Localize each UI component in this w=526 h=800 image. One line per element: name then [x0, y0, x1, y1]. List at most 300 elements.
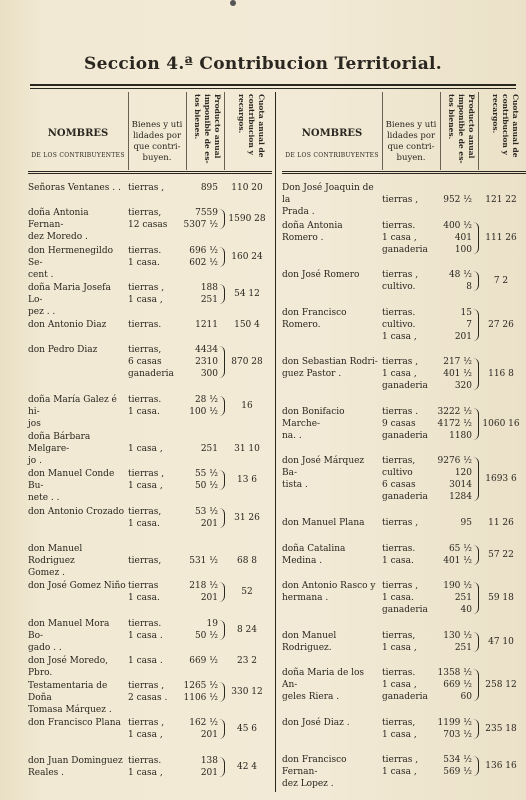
annual-product-value: 8 — [466, 282, 472, 293]
annual-product-value: 401 ½ — [443, 555, 472, 566]
table-row — [282, 307, 526, 343]
property-type — [128, 282, 178, 306]
property-type-line: cultivo. — [382, 319, 416, 330]
property-type — [382, 543, 432, 567]
table-row — [282, 543, 526, 567]
contributor-name — [282, 630, 380, 654]
property-type-line: ganaderia — [382, 492, 428, 503]
annual-product-value: 218 ½ — [189, 581, 218, 592]
contributor-name — [282, 455, 380, 491]
header-names: NOMBRES — [47, 128, 109, 139]
header-bienes-line: Bienes y uti — [385, 120, 437, 130]
contributor-name — [282, 517, 380, 529]
property-type-line: tierras. — [128, 618, 162, 629]
contributor-name — [28, 394, 126, 430]
property-type — [382, 269, 432, 293]
header-bienes-line: buyen. — [142, 153, 172, 163]
contributor-name-line: don Francisco Fernan- — [282, 755, 347, 778]
header-names: NOMBRES — [301, 128, 363, 139]
annual-product-value: 534 ½ — [443, 755, 472, 766]
header-bienes-line: lidades por — [132, 131, 182, 141]
property-type-line: 1 casa , — [382, 767, 417, 778]
ink-dot — [230, 0, 236, 6]
annual-product-value: 4172 ½ — [437, 418, 472, 429]
table-row — [28, 755, 272, 779]
annual-product-value: 401 — [454, 232, 472, 243]
property-type-line: tierras. — [382, 307, 416, 318]
annual-quota: 11 26 — [488, 518, 514, 528]
contributor-name-line: don José Gomez Niño — [28, 581, 126, 592]
table-header — [28, 92, 272, 170]
annual-product — [432, 667, 472, 703]
annual-product-value: 40 — [460, 605, 472, 616]
property-type-line: tierras , — [128, 282, 165, 293]
property-type — [382, 406, 432, 442]
contributor-name-line: hermana . — [282, 593, 329, 604]
contributor-name-line: doña Maria de los An- — [282, 668, 365, 691]
annual-product-value: 48 ½ — [448, 270, 472, 281]
annual-product — [432, 220, 472, 256]
page-title: Seccion 4.ª Contribucion Territorial. — [84, 54, 442, 74]
annual-quota: 57 22 — [488, 549, 514, 560]
contributor-name — [28, 282, 126, 318]
property-type-line: tierras, — [382, 717, 416, 728]
header-producto-text — [446, 94, 476, 164]
contributor-name-line: jos — [28, 418, 41, 429]
table-row — [282, 269, 526, 293]
header-bienes — [382, 120, 440, 164]
header-rule-thin — [28, 173, 272, 174]
property-type — [128, 717, 178, 741]
contributor-name — [28, 319, 126, 331]
annual-quota: 47 10 — [488, 636, 514, 647]
annual-product-value: 3014 — [449, 480, 472, 491]
property-type-line: tierras, — [382, 456, 416, 467]
table-row — [28, 506, 272, 530]
contributor-name — [282, 667, 380, 703]
table-row — [282, 356, 526, 392]
property-type — [128, 680, 178, 704]
annual-product — [178, 555, 218, 567]
header-cuota-line: recargos. — [491, 94, 500, 134]
annual-quota: 42 4 — [236, 761, 258, 772]
contributor-name-line: don Manuel Plana — [282, 518, 365, 528]
table-row — [28, 717, 272, 741]
annual-product-value: 2310 — [195, 357, 218, 368]
property-type-line: ganaderia — [382, 692, 428, 703]
annual-product — [178, 319, 218, 331]
annual-quota: 110 20 — [231, 183, 263, 193]
contributor-name-line: don José Diaz . — [282, 717, 350, 728]
property-type-line: 6 casas — [382, 480, 416, 491]
property-type-line: 1 casa. — [128, 593, 160, 604]
table-row — [28, 618, 272, 653]
property-type — [382, 754, 432, 778]
annual-quota: 31 26 — [234, 512, 260, 523]
contributor-name-line: don José Romero — [282, 270, 360, 281]
header-producto — [442, 94, 476, 170]
property-type-line: tierras , — [382, 581, 419, 592]
annual-product-value: 401 ½ — [443, 369, 472, 380]
header-bienes-line: lidades por — [386, 131, 436, 141]
annual-quota: 121 22 — [485, 195, 517, 205]
contributor-name-line: don Francisco Plana — [28, 718, 121, 729]
annual-quota: 111 26 — [485, 232, 517, 243]
annual-quota: 160 24 — [231, 251, 263, 262]
annual-product — [178, 182, 218, 194]
annual-product-value: 251 — [200, 444, 218, 455]
annual-product-value: 100 ½ — [189, 406, 218, 417]
table-row — [28, 580, 272, 604]
property-type-line: 1 casa. — [382, 593, 414, 604]
annual-product — [432, 269, 472, 293]
header-rule — [282, 171, 526, 172]
annual-product-value: 201 — [200, 593, 218, 604]
annual-product — [178, 443, 218, 455]
header-producto-line: Producto anual — [467, 94, 476, 159]
property-type — [128, 443, 178, 455]
contributor-name — [282, 182, 380, 218]
annual-product-value: 4434 — [195, 345, 218, 356]
table-row — [28, 680, 272, 716]
header-producto-line: Producto anual — [213, 94, 222, 159]
contributor-name-line: tista . — [282, 480, 308, 491]
property-type — [128, 555, 178, 567]
contributor-name-line: Reales . — [28, 767, 65, 778]
annual-product — [178, 207, 218, 231]
right-table — [282, 92, 526, 792]
annual-product — [178, 344, 218, 380]
table-row — [28, 468, 272, 504]
property-type-line: 9 casas — [382, 418, 416, 429]
contributor-name — [282, 356, 380, 380]
annual-product — [432, 717, 472, 741]
annual-product-value: 15 — [460, 307, 472, 318]
contributor-name-line: don José Márquez Ba- — [282, 456, 365, 479]
contributor-name — [28, 468, 126, 504]
contributor-name-line: Gomez . — [28, 567, 65, 578]
property-type-line: tierras. — [128, 394, 162, 405]
annual-product-value: 1199 ½ — [437, 717, 472, 728]
annual-product — [178, 580, 218, 604]
property-type-line: tierras, — [128, 555, 162, 566]
property-type — [128, 245, 178, 269]
property-type — [382, 630, 432, 654]
annual-product — [178, 680, 218, 704]
property-type-line: ganaderia — [128, 369, 174, 380]
annual-product — [178, 655, 218, 667]
contributor-name-line: don José Moredo, Pbro. — [28, 655, 108, 678]
annual-product-value: 50 ½ — [194, 481, 218, 492]
contributor-name — [282, 220, 380, 244]
property-type-line: ganaderia — [382, 430, 428, 441]
annual-quota: 31 10 — [234, 444, 260, 455]
annual-product-value: 7 — [466, 319, 472, 330]
property-type-line: 1 casa . — [128, 630, 163, 641]
property-type — [382, 307, 432, 343]
annual-product-value: 400 ½ — [443, 220, 472, 231]
annual-quota: 1590 28 — [228, 214, 266, 225]
annual-product-value: 696 ½ — [189, 245, 218, 256]
annual-product-value: 188 — [200, 282, 218, 293]
annual-product — [432, 630, 472, 654]
property-type-line: tierras, — [128, 345, 162, 356]
annual-product-value: 201 — [454, 331, 472, 342]
header-cuota-line: Cuota anual de — [511, 94, 520, 158]
contributor-name-line: dez Lopez . — [282, 779, 334, 790]
annual-product-value: 569 ½ — [443, 767, 472, 778]
property-type-line: 1 casa , — [382, 331, 417, 342]
annual-product-value: 50 ½ — [194, 630, 218, 641]
table-row — [28, 282, 272, 317]
contributor-name — [282, 754, 380, 790]
property-type — [382, 455, 432, 503]
contributor-name-line: doña Antonia Romero . — [282, 220, 343, 243]
annual-quota: 54 12 — [234, 288, 260, 299]
contributor-name — [282, 269, 380, 281]
contributor-name — [28, 543, 126, 579]
header-separator — [382, 92, 383, 170]
header-names-sub: DE LOS CONTRIBUYENTES — [285, 152, 379, 159]
table-row — [28, 207, 272, 243]
contributor-name-line: na. . — [282, 430, 302, 441]
contributor-name — [28, 717, 126, 729]
property-type-line: tierras, — [128, 506, 162, 517]
table-row — [282, 580, 526, 616]
contributor-name-line: doña Catalina Medina . — [282, 543, 346, 566]
table-row — [282, 667, 526, 703]
annual-quota: 870 28 — [231, 357, 263, 368]
contributor-name-line: don Juan Dominguez — [28, 755, 123, 766]
property-type — [128, 394, 178, 418]
property-type — [382, 580, 432, 616]
contributor-name-line: Don José Joaquin de la — [282, 183, 374, 205]
annual-product-value: 531 ½ — [189, 555, 218, 566]
property-type-line: 1 casa , — [128, 730, 163, 741]
annual-product-value: 1211 — [195, 320, 218, 331]
contributor-name-line: guez Pastor . — [282, 369, 342, 380]
property-type-line: 1 casa , — [382, 642, 417, 653]
title-rule-thin — [30, 88, 516, 89]
contributor-name-line: Señoras Ventanes . . — [28, 183, 121, 193]
header-cuota-line: contribucion y — [247, 94, 256, 155]
property-type-line: 1 casa. — [382, 555, 414, 566]
contributor-name — [28, 245, 126, 281]
header-separator — [478, 92, 479, 170]
table-row — [28, 245, 272, 280]
annual-product — [178, 506, 218, 530]
annual-quota: 1060 16 — [482, 418, 520, 429]
annual-product-value: 1106 ½ — [183, 693, 218, 704]
property-type — [128, 506, 178, 530]
annual-product — [432, 754, 472, 778]
contributor-name-line: Prada . — [282, 207, 315, 217]
property-type — [382, 356, 432, 392]
table-row — [28, 655, 272, 678]
annual-product-value: 602 ½ — [189, 257, 218, 268]
property-type — [128, 344, 178, 380]
property-type-line: tierras. — [128, 245, 162, 256]
header-separator — [224, 92, 225, 170]
annual-product-value: 130 ½ — [443, 630, 472, 641]
property-type — [382, 220, 432, 256]
annual-quota: 27 26 — [488, 319, 514, 330]
property-type-line: tierras. — [382, 668, 416, 679]
property-type-line: ganaderia — [382, 605, 428, 616]
contributor-name-line: don Manuel Rodriguez. — [282, 630, 337, 653]
property-type-line: tierras . — [382, 406, 419, 417]
contributor-name-line: don Antonio Rasco y — [282, 581, 376, 592]
header-cuota-text — [490, 94, 520, 157]
annual-product — [178, 468, 218, 492]
contributor-name — [28, 580, 126, 592]
annual-quota: 23 2 — [236, 655, 258, 666]
contributor-name-line: cent . — [28, 269, 54, 280]
contributor-name — [28, 618, 126, 654]
annual-quota: 59 18 — [488, 593, 514, 604]
header-separator — [128, 92, 129, 170]
contributor-name-line: doña María Galez é hi- — [28, 394, 117, 417]
table-row — [28, 543, 272, 578]
contributor-name-line: don Bonifacio Marche- — [282, 406, 345, 429]
header-cuota — [486, 94, 520, 170]
property-type-line: tierras , — [128, 718, 165, 729]
property-type — [128, 618, 178, 642]
property-type-line: 1 casa . — [128, 655, 163, 666]
property-type-line: 1 casa , — [382, 680, 417, 691]
header-cuota — [232, 94, 266, 170]
header-bienes-line: Bienes y uti — [131, 120, 183, 130]
header-cuota-text — [236, 94, 266, 157]
property-type-line: tierras , — [128, 681, 165, 692]
contributor-name-line: geles Riera . — [282, 692, 340, 703]
property-type — [382, 717, 432, 741]
annual-product-value: 251 — [200, 294, 218, 305]
property-type-line: 1 casa , — [382, 369, 417, 380]
header-producto-text — [192, 94, 222, 164]
annual-product-value: 669 ½ — [443, 680, 472, 691]
contributor-name-line: don Manuel Conde Bu- — [28, 469, 115, 492]
property-type — [128, 580, 178, 604]
property-type — [382, 667, 432, 703]
column-divider — [275, 92, 276, 792]
annual-product — [178, 755, 218, 779]
property-type-line: tierras. — [128, 755, 162, 766]
annual-product-value: 55 ½ — [194, 469, 218, 480]
header-separator — [440, 92, 441, 170]
property-type-line: 1 casa , — [128, 444, 163, 455]
property-type — [128, 468, 178, 492]
property-type-line: ganaderia — [382, 381, 428, 392]
contributor-name-line: Tomasa Márquez . — [28, 705, 112, 716]
contributor-name-line: don Pedro Diaz — [28, 345, 98, 356]
annual-product — [178, 618, 218, 642]
annual-product-value: 201 — [200, 767, 218, 778]
header-rule-thin — [282, 173, 526, 174]
header-producto-line: imponible de es- — [203, 94, 212, 164]
property-type — [128, 319, 178, 331]
table-row — [282, 182, 526, 217]
annual-quota: 330 12 — [231, 687, 263, 698]
annual-product-value: 952 ½ — [443, 195, 472, 205]
contributor-name — [28, 182, 126, 194]
contributor-name-line: don Francisco Romero. — [282, 307, 347, 330]
contributor-name-line: nete . . — [28, 493, 60, 504]
header-bienes-line: que contri- — [133, 142, 181, 152]
annual-product-value: 703 ½ — [443, 729, 472, 740]
annual-product-value: 19 — [206, 618, 218, 629]
property-type-line: 1 casa. — [128, 257, 160, 268]
header-separator — [186, 92, 187, 170]
annual-product-value: 9276 ½ — [437, 456, 472, 467]
header-producto-line: tos bienes. — [447, 94, 456, 140]
property-type-line: tierras , — [382, 195, 419, 205]
contributor-name-line: doña Maria Josefa Lo- — [28, 282, 111, 305]
annual-product-value: 100 — [454, 244, 472, 255]
table-row — [28, 431, 272, 467]
contributor-name — [282, 543, 380, 567]
annual-product — [432, 406, 472, 442]
property-type-line: 1 casa , — [382, 729, 417, 740]
property-type-line: cultivo. — [382, 282, 416, 293]
annual-product-value: 1284 — [449, 492, 472, 503]
annual-quota: 235 18 — [485, 723, 517, 734]
contributor-name-line: don Hermenegildo Se- — [28, 245, 113, 268]
annual-quota: 136 16 — [485, 761, 517, 772]
table-row — [282, 754, 526, 790]
table-row — [28, 394, 272, 429]
annual-product — [178, 394, 218, 418]
annual-product-value: 201 — [200, 730, 218, 741]
annual-product-value: 1265 ½ — [183, 681, 218, 692]
contributor-name — [282, 717, 380, 729]
property-type-line: tierras , — [128, 469, 165, 480]
contributor-name-line: don Antonio Diaz — [28, 320, 107, 331]
property-type-line: tierras. — [128, 320, 162, 331]
annual-product-value: 162 ½ — [189, 718, 218, 729]
annual-product-value: 1180 — [449, 430, 472, 441]
header-bienes — [128, 120, 186, 164]
annual-product-value: 320 — [454, 381, 472, 392]
contributor-name-line: gado . . — [28, 642, 62, 653]
annual-quota: 13 6 — [236, 475, 258, 486]
property-type — [382, 194, 432, 206]
annual-product-value: 1358 ½ — [437, 668, 472, 679]
annual-product — [432, 455, 472, 503]
header-names-sub: DE LOS CONTRIBUYENTES — [31, 152, 125, 159]
annual-product-value: 5307 ½ — [183, 220, 218, 231]
table-row — [282, 630, 526, 654]
contributor-name-line: doña Bárbara Melgare- — [28, 432, 91, 455]
contributor-name-line: doña Antonia Fernan- — [28, 208, 89, 231]
annual-product-value: 3222 ½ — [437, 406, 472, 417]
annual-quota: 150 4 — [234, 320, 260, 331]
table-row — [282, 717, 526, 741]
property-type-line: tierras, — [128, 208, 162, 219]
annual-quota: 16 — [241, 400, 253, 411]
annual-product — [178, 717, 218, 741]
contributor-name — [282, 307, 380, 331]
header-cuota-line: recargos. — [237, 94, 246, 134]
table-row — [28, 319, 272, 331]
property-type-line: 6 casas — [128, 357, 162, 368]
annual-product — [178, 282, 218, 306]
annual-product — [432, 517, 472, 529]
property-type-line: ganaderia — [382, 244, 428, 255]
contributor-name — [28, 431, 126, 467]
property-type-line: 2 casas . — [128, 693, 168, 704]
annual-product-value: 65 ½ — [448, 543, 472, 554]
